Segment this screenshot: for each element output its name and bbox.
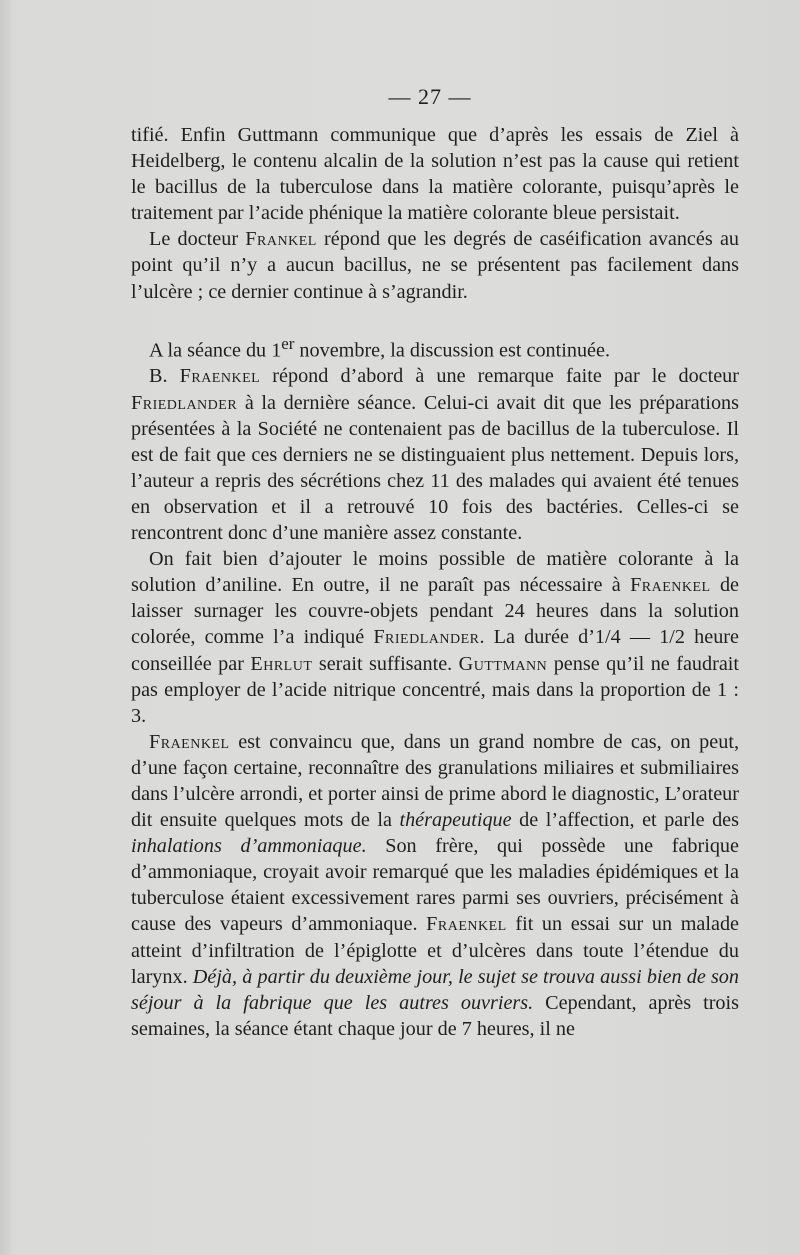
text-run: serait suffisante. [312,652,459,675]
paragraph-5 [131,546,739,729]
text-run: répond d’abord à une remarque faite par le docteur [260,365,740,388]
text-run: pense qu’il ne faudrait pas employer de l’acide nitrique concentré, mais dans la proportion de 1 : 3. [131,652,739,727]
author-name: Fraenkel [179,365,261,388]
text-run: B. [149,365,180,388]
author-name: Friedlander [131,391,238,414]
text-run: fit un essai sur un malade atteint d’infiltration de l’épiglotte et d’ulcères dans toute l’étendue du larynx. [131,913,740,988]
text-run: A la séance du 1 [149,339,282,362]
paragraph-1: tifié. Enfin Guttmann communique que d’après les essais de Ziel à Heidelberg, le contenu alcalin de la solution n’est pas la cause qui retient le bacillus de la tuberculose dans la matière colorante, puisqu’après le traitement par l’acide phénique la matière colorante bleue persistait. [131,124,739,225]
text-run: . La durée d’1/4 — 1/2 heure conseillée par [131,626,739,675]
author-name: Fraenkel [426,913,507,936]
text-run: Cependant, après trois semaines, la séance étant chaque jour de 7 heures, il ne [131,991,739,1040]
text-run: Le docteur [149,228,246,251]
text-run: répond que les degrés de caséification avancés au point qu’il n’y a aucun bacillus, ne se présentent pas facilement dans l’ulcère ; ce dernier continue à s’agrandir. [131,228,739,303]
text-run: est convaincu que, dans un grand nombre de cas, on peut, d’une façon certaine, reconnaître des granulations miliaires et submiliaires dans l’ulcère arrondi, et porter ainsi de prime abord le diagnostic, L’orateur dit ensuite quelques mots de la [131,730,739,832]
paragraph-6 [131,729,739,1042]
paragraph-2 [131,226,739,304]
author-name: Ehrlut [250,652,313,675]
text-run: de laisser surnager les couvre-objets pendant 24 heures dans la solution colorée, comme l’a indiqué [131,574,740,649]
superscript: er [281,333,295,353]
author-name: Guttmann [458,652,548,675]
italic-quote: Déjà, à partir du deuxième jour, le sujet se trouva aussi bien de son séjour à la fabrique que les autres ouvriers. [131,965,739,1014]
text-run: novembre, la discussion est continuée. [294,339,611,362]
text-run: Son frère, qui possède une fabrique d’ammoniaque, croyait avoir remarqué que les maladies épidémiques et la tuberculose étaient excessivement rares parmi ses ouvriers, précisément à cause des vapeurs d’ammoniaque. [131,835,739,936]
paragraph-4 [131,363,739,546]
text-run: On fait bien d’ajouter le moins possible de matière colorante à la solution d’aniline. En outre, il ne paraît pas nécessaire à [131,548,739,597]
italic-term: inhalations d’ammoniaque. [131,835,367,858]
author-name: Fraenkel [630,574,711,597]
author-name: Fraenkel [149,730,230,753]
italic-term: thérapeutique [399,809,512,832]
text-run: à la dernière séance. Celui-ci avait dit que les préparations présentées à la Société ne contenaient pas de bacillus de la tuberculose. Il est de fait que ces derniers ne se distinguaient plus nettement. Depuis lors, l’auteur a repris des sécrétions chez 11 des malades qui avaient été tenues en observation et il a retrouvé 10 fois des bactéries. Celles-ci se rencontrent donc d’une manière assez constante. [131,391,739,545]
paragraph-3 [131,331,739,364]
author-name: Frankel [245,228,317,251]
author-name: Friedlander [373,626,480,649]
body-text [131,122,739,1042]
paragraph-gap [131,305,739,331]
page-number: — 27 — [388,84,472,109]
text-run: de l’affection, et parle des [511,809,740,832]
